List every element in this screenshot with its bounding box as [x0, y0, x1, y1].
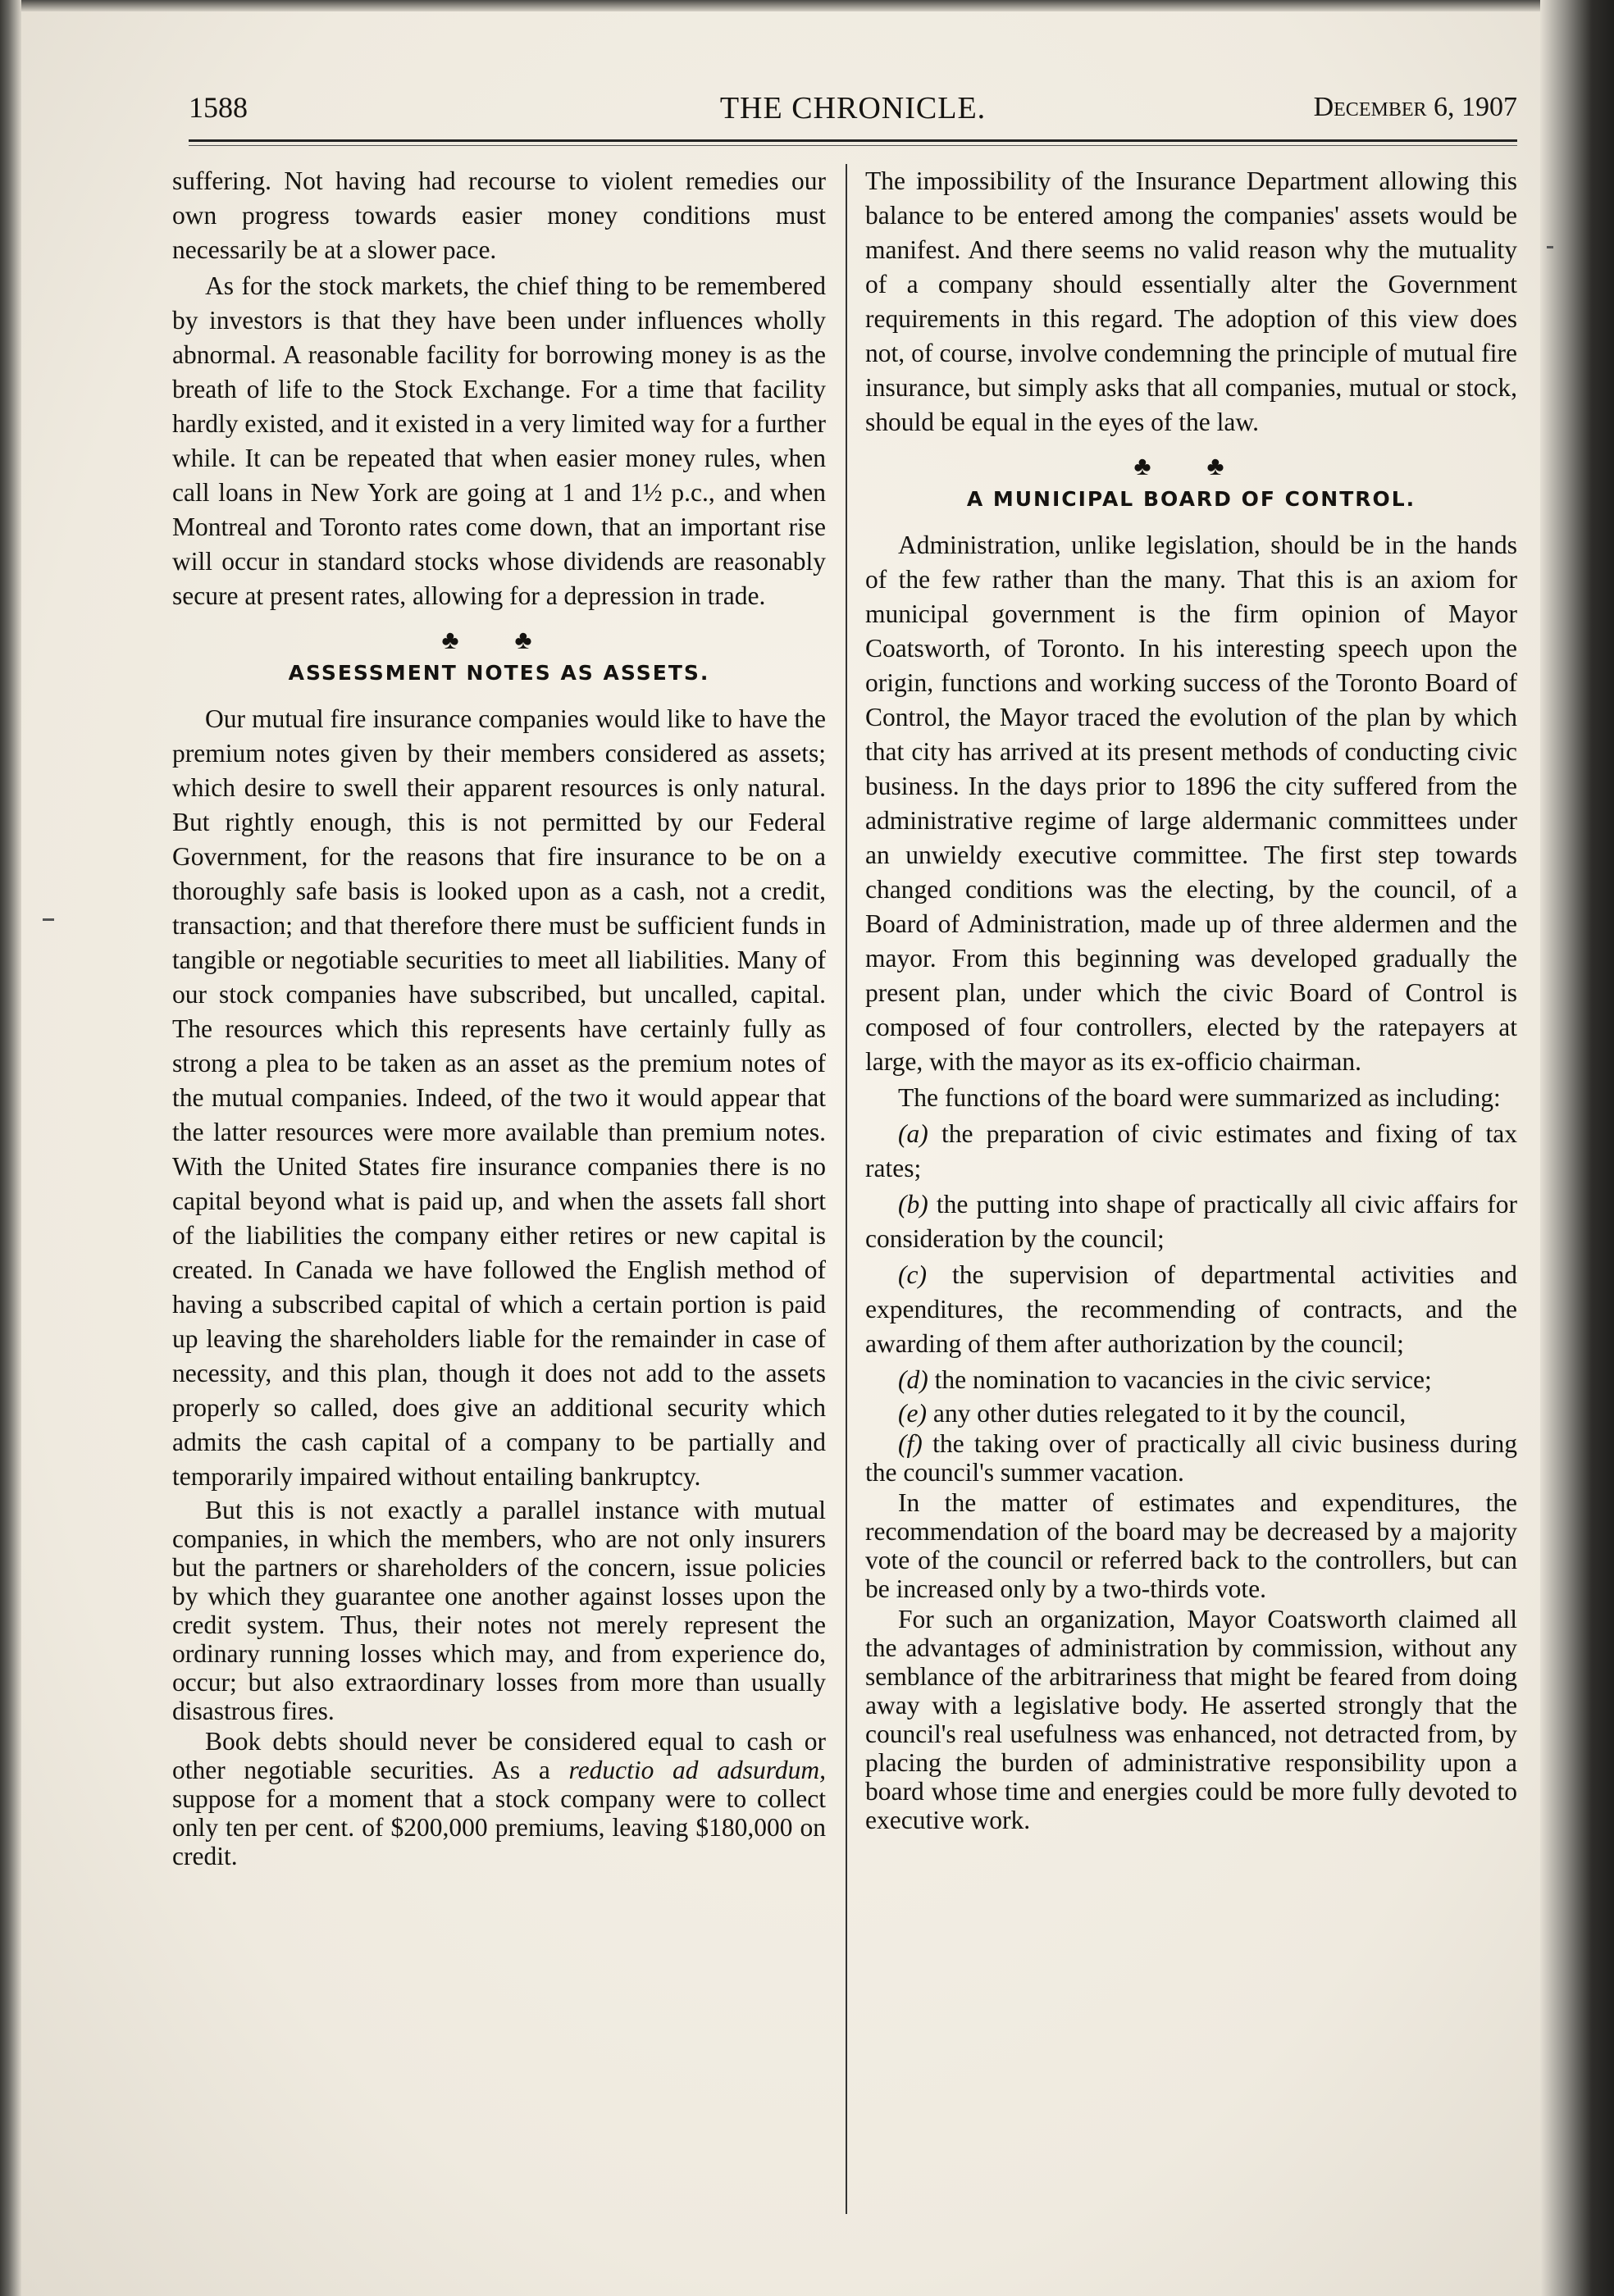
- list-marker: (b): [898, 1190, 928, 1219]
- list-item: [865, 1363, 1517, 1397]
- list-item-text: the preparation of civic estimates and fixing of tax rates;: [865, 1119, 1517, 1182]
- page-header: [189, 85, 1517, 134]
- list-item: [865, 1187, 1517, 1256]
- list-item-text: the supervision of departmental activities and expenditures, the recommending of contracts, and the awarding of them after authorization by the council;: [865, 1260, 1517, 1358]
- list-item-text: the taking over of practically all civic business during the council's summer vacation.: [865, 1429, 1517, 1487]
- paragraph: As for the stock markets, the chief thing to be remembered by investors is that they have been under influences wholly abnormal. A reasonable facility for borrowing money is as the breath of life to the Stock Exchange. For a time that facility hardly existed, and it existed in a very limited way for a further while. It can be repeated that when easier money rules, when call loans in New York are going at 1 and 1½ p.c., and when Montreal and Toronto rates come down, that an important rise will occur in standard stocks whose dividends are reasonably secure at present rates, allowing for a depression in trade.: [172, 271, 826, 610]
- header-rule: [189, 139, 1517, 142]
- latin-phrase: reductio ad adsurdum,: [568, 1756, 826, 1784]
- scan-edge-right: [1540, 0, 1614, 2296]
- paragraph: The functions of the board were summarized as including:: [898, 1083, 1501, 1112]
- list-marker: (d): [898, 1365, 928, 1394]
- right-column: [865, 164, 1517, 1836]
- list-marker: (c): [898, 1260, 927, 1289]
- paragraph: [172, 1727, 826, 1870]
- section-heading: ASSESSMENT NOTES AS ASSETS.: [288, 661, 710, 685]
- issue-date: December 6, 1907: [1313, 92, 1517, 122]
- page-number: 1588: [189, 91, 248, 124]
- left-column: [172, 164, 826, 1872]
- column-divider: [846, 164, 847, 2214]
- list-item-text: the putting into shape of practically all civic affairs for consideration by the council;: [865, 1190, 1517, 1253]
- list-marker: (f): [898, 1429, 923, 1458]
- scan-edge-top: [0, 0, 1614, 11]
- scan-speck: [43, 918, 54, 921]
- header-rule-thin: [189, 145, 1517, 146]
- list-item-text: any other duties relegated to it by the council,: [926, 1399, 1407, 1428]
- list-item-text: the nomination to vacancies in the civic service;: [928, 1365, 1432, 1394]
- text-run: suppose for a moment that a stock company were to collect only ten per cent. of $200,000 premiums, leaving $180,000 on credit.: [172, 1784, 826, 1870]
- list-marker: (e): [898, 1399, 927, 1428]
- section-heading: A MUNICIPAL BOARD OF CONTROL.: [966, 487, 1416, 511]
- text-run: Book debts should never be considered equal to cash or other negotiable securities. As a: [172, 1727, 826, 1784]
- ornament-divider: ♣ ♣: [441, 625, 557, 654]
- list-item: [865, 1258, 1517, 1361]
- list-item: [865, 1117, 1517, 1186]
- paragraph: The impossibility of the Insurance Department allowing this balance to be entered among the companies' assets would be manifest. And there seems no valid reason why the mutuality of a company should essentially alter the Government requirements in this regard. The adoption of this view does not, of course, involve condemning the principle of mutual fire insurance, but simply asks that all companies, mutual or stock, should be equal in the eyes of the law.: [865, 166, 1517, 436]
- list-item: [865, 1429, 1517, 1487]
- paragraph: But this is not exactly a parallel instance with mutual companies, in which the members, who are not only insurers but the partners or shareholders of the concern, issue policies by which they guarantee one another against losses upon the credit system. Thus, their notes not merely represent the ordinary running losses which may, and from experience do, occur; but also extraordinary losses from more than usually disastrous fires.: [172, 1496, 826, 1725]
- paragraph: For such an organization, Mayor Coatsworth claimed all the advantages of administration by commission, without any semblance of the arbitrariness that might be feared from doing away with a legislative body. He asserted strongly that the council's real usefulness was enhanced, not detracted from, by placing the burden of administrative responsibility upon a board whose time and energies could be more fully devoted to executive work.: [865, 1605, 1517, 1834]
- ornament-divider: ♣ ♣: [1133, 451, 1249, 481]
- paragraph: In the matter of estimates and expenditures, the recommendation of the board may be decreased by a majority vote of the council or referred back to the controllers, but can be increased only by a two-thirds vote.: [865, 1488, 1517, 1603]
- scan-edge-left: [0, 0, 21, 2296]
- list-marker: (a): [898, 1119, 928, 1148]
- paragraph: Administration, unlike legislation, should be in the hands of the few rather than the many. That this is an axiom for municipal government is the firm opinion of Mayor Coatsworth, of Toronto. In his interesting speech upon the origin, functions and working success of the Toronto Board of Control, the Mayor traced the evolution of the plan by which that city has arrived at its present methods of conducting civic business. In the days prior to 1896 the city suffered from the administrative regime of large aldermanic committees under an unwieldy executive committee. The first step towards changed conditions was the electing, by the council, of a Board of Administration, made up of three aldermen and the mayor. From this beginning was developed gradually the present plan, under which the civic Board of Control is composed of four controllers, elected by the ratepayers at large, with the mayor as its ex-officio chairman.: [865, 531, 1517, 1076]
- scan-speck: [1547, 246, 1553, 248]
- paragraph: Our mutual fire insurance companies would like to have the premium notes given by their members considered as assets; which desire to swell their apparent resources is only natural. But rightly enough, this is not permitted by our Federal Government, for the reasons that fire insurance to be on a thoroughly safe basis is looked upon as a cash, not a credit, transaction; and that therefore there must be sufficient funds in tangible or negotiable securities to meet all liabilities. Many of our stock companies have subscribed, but uncalled, capital. The resources which this represents have certainly fully as strong a plea to be taken as an asset as the premium notes of the mutual companies. Indeed, of the two it would appear that the latter resources were more available than premium notes. With the United States fire insurance companies there is no capital beyond what is paid up, and when the assets fall short of the liabilities the company either retires or new capital is created. In Canada we have followed the English method of having a subscribed capital of which a certain portion is paid up leaving the shareholders liable for the remainder in case of necessity, and this plan, though it does not add to the assets properly so called, does give an additional security which admits the cash capital of a company to be partially and temporarily impaired without entailing bankruptcy.: [172, 704, 826, 1491]
- paragraph: suffering. Not having had recourse to violent remedies our own progress towards easier money conditions must necessarily be at a slower pace.: [172, 166, 826, 264]
- journal-title: THE CHRONICLE.: [719, 91, 987, 125]
- list-item: [865, 1399, 1517, 1428]
